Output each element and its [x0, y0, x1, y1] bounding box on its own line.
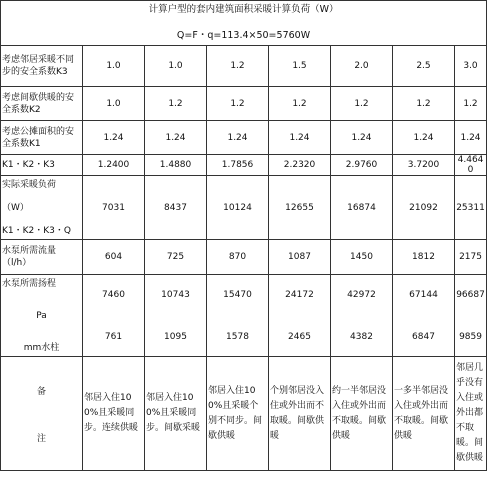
cell-remark: 一多半邻居没入住或外出而不取暖。间歇供暖	[393, 357, 455, 471]
cell-k3: 1.2	[207, 46, 269, 87]
cell-product: 1.4880	[145, 155, 207, 176]
cell-k1: 1.24	[393, 121, 455, 155]
table-row-k2	[1, 87, 487, 121]
head-label-mm: mm水柱	[23, 342, 60, 353]
cell-flow: 1812	[393, 240, 455, 275]
head-mm-value: 1095	[164, 331, 187, 342]
cell-flow: 2175	[455, 240, 487, 275]
remark-label-a: 备	[36, 386, 46, 397]
cell-load: 21092	[393, 176, 455, 240]
cell-k3: 2.5	[393, 46, 455, 87]
cell-k2: 1.2	[393, 87, 455, 121]
cell-load: 8437	[145, 176, 207, 240]
cell-head	[83, 275, 145, 357]
cell-load: 16874	[331, 176, 393, 240]
cell-remark: 邻居入住10 0%且采暖个别不同步。间歇供暖	[207, 357, 269, 471]
cell-load: 25311	[455, 176, 487, 240]
cell-load: 10124	[207, 176, 269, 240]
cell-k3: 1.0	[145, 46, 207, 87]
cell-k1: 1.24	[145, 121, 207, 155]
cell-flow: 1087	[269, 240, 331, 275]
flow-label-top: 水泵所需流量	[2, 246, 57, 256]
table-row-k3	[1, 46, 487, 87]
cell-k2: 1.2	[145, 87, 207, 121]
cell-k2: 1.0	[83, 87, 145, 121]
remark-label-b: 注	[36, 433, 46, 444]
table-row-product	[1, 155, 487, 176]
cell-head	[393, 275, 455, 357]
head-mm-value: 9859	[459, 331, 482, 342]
cell-product: 2.9760	[331, 155, 393, 176]
cell-k3: 2.0	[331, 46, 393, 87]
cell-k3: 1.5	[269, 46, 331, 87]
cell-remark: 邻居入住10 0%且采暖同步。连续供暖	[83, 357, 145, 471]
cell-k1: 1.24	[331, 121, 393, 155]
cell-k2: 1.2	[269, 87, 331, 121]
cell-product: 1.7856	[207, 155, 269, 176]
row-label-head	[1, 275, 83, 357]
page-title: 计算户型的套内建筑面积采暖计算负荷（W）	[148, 4, 339, 15]
table-row-flow	[1, 240, 487, 275]
row-label-k1: 考虑公摊面积的安全系数K1	[1, 121, 83, 155]
cell-head	[331, 275, 393, 357]
row-label-load	[1, 176, 83, 240]
row-label-product: K1・K2・K3	[1, 155, 83, 176]
load-label-bottom: K1・K2・K3・Q	[2, 225, 71, 236]
cell-product: 3.7200	[393, 155, 455, 176]
cell-flow: 604	[83, 240, 145, 275]
head-pa-value: 10743	[161, 289, 190, 300]
cell-head	[269, 275, 331, 357]
cell-k2: 1.2	[331, 87, 393, 121]
cell-remark: 邻居入住10 0%且采暖同步。间歇采暖	[145, 357, 207, 471]
cell-head	[207, 275, 269, 357]
head-pa-value: 24172	[285, 289, 314, 300]
cell-product: 2.2320	[269, 155, 331, 176]
row-label-remark	[1, 357, 83, 471]
formula-text: Q=F・q=113.4×50=5760W	[176, 30, 311, 41]
cell-head	[455, 275, 487, 357]
cell-flow: 1450	[331, 240, 393, 275]
cell-remark: 邻居几乎没有入住或外出都不取暖。间歇供暖	[455, 357, 487, 471]
head-mm-value: 761	[104, 331, 123, 342]
row-label-flow	[1, 240, 83, 275]
flow-label-unit: （l/h）	[2, 258, 32, 268]
load-label-unit: （W）	[2, 202, 29, 213]
cell-k2: 1.2	[455, 87, 487, 121]
head-pa-value: 15470	[223, 289, 252, 300]
head-pa-value: 42972	[347, 289, 376, 300]
header-cell	[1, 1, 487, 46]
head-label-pa: Pa	[36, 310, 47, 321]
head-mm-value: 6847	[412, 331, 435, 342]
cell-product: 4.4640	[455, 155, 487, 176]
cell-k3: 1.0	[83, 46, 145, 87]
cell-remark: 约一半邻居没入住或外出而不取暖。间歇供暖	[331, 357, 393, 471]
table-row-k1	[1, 121, 487, 155]
head-pa-value: 96687	[456, 289, 485, 300]
head-mm-value: 4382	[350, 331, 373, 342]
cell-load: 12655	[269, 176, 331, 240]
cell-k2: 1.2	[207, 87, 269, 121]
row-label-k3: 考虑邻居采暖不同步的安全系数K3	[1, 46, 83, 87]
table-row-head	[1, 275, 487, 357]
cell-k1: 1.24	[83, 121, 145, 155]
cell-product: 1.2400	[83, 155, 145, 176]
table-row-remark	[1, 357, 487, 471]
head-label-top: 水泵所需扬程	[2, 278, 57, 289]
cell-head	[145, 275, 207, 357]
head-mm-value: 2465	[288, 331, 311, 342]
cell-k1: 1.24	[269, 121, 331, 155]
row-label-k2: 考虑间歇供暖的安全系数K2	[1, 87, 83, 121]
head-pa-value: 67144	[409, 289, 438, 300]
cell-remark: 个别邻居没入住或外出而不取暖。间歇供暖	[269, 357, 331, 471]
head-mm-value: 1578	[226, 331, 249, 342]
head-pa-value: 7460	[102, 289, 125, 300]
cell-flow: 870	[207, 240, 269, 275]
header-row	[1, 1, 487, 46]
cell-k1: 1.24	[207, 121, 269, 155]
cell-load: 7031	[83, 176, 145, 240]
load-label-top: 实际采暖负荷	[2, 179, 57, 190]
cell-k3: 3.0	[455, 46, 487, 87]
cell-k1: 1.24	[455, 121, 487, 155]
table-row-load	[1, 176, 487, 240]
cell-flow: 725	[145, 240, 207, 275]
